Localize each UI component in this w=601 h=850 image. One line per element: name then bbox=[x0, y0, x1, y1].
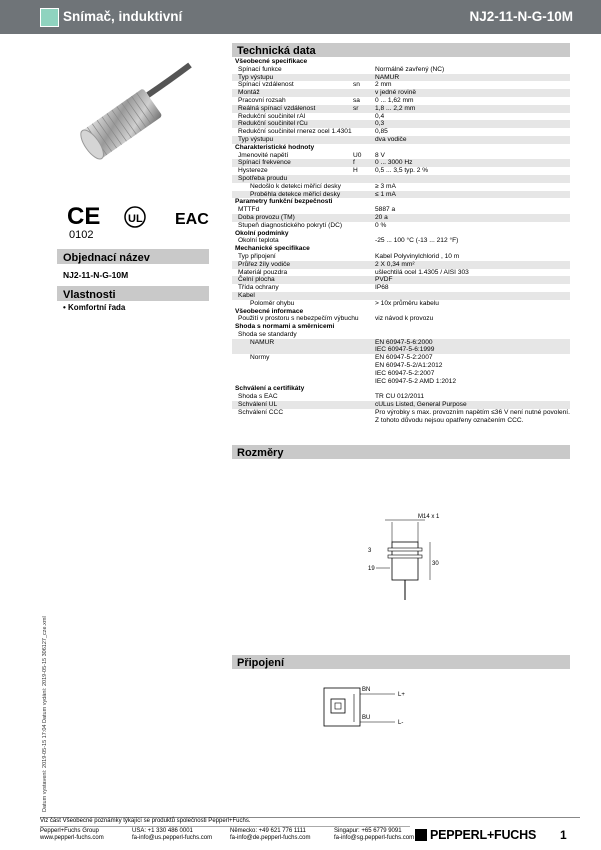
table-row bbox=[232, 300, 570, 308]
footer-singapore bbox=[334, 828, 414, 842]
param-value: IP68 bbox=[375, 284, 389, 292]
param-symbol: H bbox=[353, 167, 358, 175]
param-name: Doba provozu (TM) bbox=[238, 213, 295, 221]
table-section-header bbox=[232, 385, 570, 393]
param-name: Spínací funkce bbox=[238, 65, 282, 73]
table-row bbox=[232, 276, 570, 284]
table-row bbox=[232, 97, 570, 105]
connection-heading: Připojení bbox=[232, 655, 570, 669]
param-name: Montáž bbox=[238, 89, 260, 97]
table-row bbox=[232, 284, 570, 292]
section-title: Shoda s normami a směrnicemi bbox=[235, 323, 335, 331]
param-value: ušlechtilá ocel 1.4305 / AISI 303 bbox=[375, 268, 469, 276]
property-item: Komfortní řada bbox=[68, 303, 126, 312]
section-title: Schválení a certifikáty bbox=[235, 385, 305, 393]
param-value: dva vodiče bbox=[375, 135, 407, 143]
param-value: 2 X 0,34 mm² bbox=[375, 260, 415, 268]
bn-label: BN bbox=[362, 687, 371, 693]
param-name: Normy bbox=[250, 354, 270, 362]
table-section-header bbox=[232, 58, 570, 66]
section-title: Všeobecné specifikace bbox=[235, 58, 308, 65]
param-value: TR CU 012/2011 bbox=[375, 393, 424, 401]
logo-icon bbox=[415, 829, 427, 841]
table-row bbox=[232, 206, 570, 214]
footer-singapore-email[interactable]: fa-info@sg.pepperl-fuchs.com bbox=[334, 835, 415, 841]
section-title: Všeobecné informace bbox=[235, 307, 304, 315]
table-row bbox=[232, 167, 570, 175]
param-value: 0,4 bbox=[375, 112, 385, 120]
table-row bbox=[232, 89, 570, 97]
table-row bbox=[232, 269, 570, 277]
param-value-line: IEC 60947-5-6:1999 bbox=[375, 346, 435, 354]
certification-marks bbox=[65, 200, 215, 240]
param-value-line: Z tohoto důvodu nejsou opatřeny označením CCC. bbox=[375, 416, 524, 424]
param-value-line: IEC 60947-5-2 AMD 1:2012 bbox=[375, 377, 457, 385]
section-title: Mechanické specifikace bbox=[235, 245, 310, 253]
param-value: Normálně zavřený (NC) bbox=[375, 65, 445, 73]
table-row bbox=[232, 261, 570, 269]
connection-diagram bbox=[320, 682, 420, 732]
table-row bbox=[232, 409, 570, 425]
table-section-header bbox=[232, 144, 570, 152]
param-value: 0,85 bbox=[375, 128, 388, 136]
company-logo bbox=[415, 828, 536, 842]
param-value: 0 ... 1,62 mm bbox=[375, 96, 414, 104]
param-name: Typ připojení bbox=[238, 252, 276, 260]
footer-germany bbox=[230, 828, 310, 842]
param-name: Použití v prostoru s nebezpečím výbuchu bbox=[238, 315, 359, 323]
param-symbol: f bbox=[353, 159, 355, 167]
param-value-line: EN 60947-5-6:2000 bbox=[375, 338, 433, 346]
param-value: > 10x průměru kabelu bbox=[375, 299, 439, 307]
section-title: Parametry funkční bezpečnosti bbox=[235, 198, 333, 206]
table-row bbox=[232, 292, 570, 300]
param-value-line: Pro výrobky s max. provozním napětím ≤36 V není nutné povolení. bbox=[375, 408, 570, 416]
technical-data-heading: Technická data bbox=[232, 43, 570, 57]
param-name: Stupeň diagnostického pokrytí (DC) bbox=[238, 221, 343, 229]
product-code: NJ2-11-N-G-10M bbox=[469, 9, 573, 24]
ce-mark: CE bbox=[67, 203, 101, 230]
table-row bbox=[232, 81, 570, 89]
table-section-header bbox=[232, 245, 570, 253]
param-symbol: U0 bbox=[353, 151, 362, 159]
param-name: Spínací vzdálenost bbox=[238, 81, 294, 89]
param-value: 0 ... 3000 Hz bbox=[375, 159, 413, 167]
table-row bbox=[232, 136, 570, 144]
param-value: Kabel Polyvinylchlorid , 10 m bbox=[375, 252, 460, 260]
table-row bbox=[232, 393, 570, 401]
table-row bbox=[232, 331, 570, 339]
param-name: Shoda se standardy bbox=[238, 330, 297, 338]
properties-list: • Komfortní řada bbox=[63, 303, 126, 312]
param-name: Typ výstupu bbox=[238, 135, 274, 143]
bu-label: BU bbox=[362, 715, 371, 721]
param-value: NAMUR bbox=[375, 73, 400, 81]
footer-germany-email[interactable]: fa-info@de.pepperl-fuchs.com bbox=[230, 835, 311, 841]
plus-label: L+ bbox=[398, 692, 405, 698]
param-name: Třída ochrany bbox=[238, 284, 279, 292]
param-name: Pracovní rozsah bbox=[238, 96, 286, 104]
table-row bbox=[232, 401, 570, 409]
param-value: 2 mm bbox=[375, 81, 392, 89]
eac-mark: EAC bbox=[175, 211, 209, 228]
param-value: ≤ 1 mA bbox=[375, 190, 396, 198]
param-value: v jedné rovině bbox=[375, 89, 417, 97]
param-name: Jmenovité napětí bbox=[238, 151, 289, 159]
param-name: Poloměr ohybu bbox=[250, 299, 295, 307]
param-name: Reálná spínací vzdálenost bbox=[238, 104, 316, 112]
param-name: NAMUR bbox=[250, 338, 275, 346]
table-row bbox=[232, 74, 570, 82]
header-square-icon bbox=[40, 8, 59, 27]
param-name: Proběhla detekce měřicí desky bbox=[250, 190, 341, 198]
footer-germany-phone: Německo: +49 621 776 1111 bbox=[230, 828, 306, 834]
dimension-drawing bbox=[340, 510, 450, 605]
param-symbol: sn bbox=[353, 81, 360, 89]
param-value: 1,8 ... 2,2 mm bbox=[375, 104, 416, 112]
footer-company bbox=[40, 828, 104, 842]
param-name: Kabel bbox=[238, 291, 255, 299]
ce-number: 0102 bbox=[69, 229, 94, 240]
table-row bbox=[232, 354, 570, 385]
param-name: Hystereze bbox=[238, 167, 268, 175]
param-name: Typ výstupu bbox=[238, 73, 274, 81]
param-value: 0,5 ... 3,5 typ. 2 % bbox=[375, 167, 429, 175]
table-row bbox=[232, 120, 570, 128]
table-row bbox=[232, 339, 570, 355]
footer-usa-email[interactable]: fa-info@us.pepperl-fuchs.com bbox=[132, 835, 213, 841]
footer-company-web[interactable]: www.pepperl-fuchs.com bbox=[40, 835, 104, 841]
param-value-line: EN 60947-5-2/A1:2012 bbox=[375, 362, 443, 370]
param-value: 0,3 bbox=[375, 120, 385, 128]
logo-text: PEPPERL+FUCHS bbox=[430, 828, 537, 842]
table-row bbox=[232, 105, 570, 113]
table-row bbox=[232, 66, 570, 74]
minus-label: L- bbox=[398, 720, 404, 726]
table-row bbox=[232, 159, 570, 167]
footer-usa-phone: USA: +1 330 486 0001 bbox=[132, 828, 193, 834]
order-name-value: NJ2-11-N-G-10M bbox=[63, 270, 129, 280]
properties-heading: Vlastnosti bbox=[57, 286, 209, 301]
table-section-header bbox=[232, 323, 570, 331]
page-header bbox=[0, 0, 601, 34]
param-name: Materiál pouzdra bbox=[238, 268, 288, 276]
table-row bbox=[232, 128, 570, 136]
param-name: Shoda s EAC bbox=[238, 393, 278, 401]
section-title: Charakteristické hodnoty bbox=[235, 143, 315, 151]
thread-label: M14 x 1 bbox=[418, 514, 440, 520]
param-name: MTTFd bbox=[238, 206, 260, 214]
param-value: 20 a bbox=[375, 213, 388, 221]
dimensions-heading: Rozměry bbox=[232, 445, 570, 459]
param-name: Redukční součinitel rAl bbox=[238, 112, 306, 120]
length-label: 30 bbox=[432, 561, 439, 567]
table-section-header bbox=[232, 198, 570, 206]
table-row bbox=[232, 222, 570, 230]
dim-3-label: 3 bbox=[368, 548, 372, 554]
param-symbol: sr bbox=[353, 104, 359, 112]
param-value: ≥ 3 mA bbox=[375, 182, 396, 190]
footer-singapore-phone: Singapur: +65 6779 9091 bbox=[334, 828, 402, 834]
param-value: 0 % bbox=[375, 221, 387, 229]
table-section-header bbox=[232, 308, 570, 316]
page-number: 1 bbox=[560, 828, 567, 842]
footer-usa bbox=[132, 828, 212, 842]
table-row bbox=[232, 175, 570, 183]
footer-divider-2 bbox=[40, 826, 410, 827]
param-name: Spotřeba proudu bbox=[238, 174, 288, 182]
param-value: PVDF bbox=[375, 276, 393, 284]
table-row bbox=[232, 253, 570, 261]
table-row bbox=[232, 237, 570, 245]
table-row bbox=[232, 152, 570, 160]
param-name: Čelní plocha bbox=[238, 276, 275, 284]
table-row bbox=[232, 214, 570, 222]
param-name: Schválení CCC bbox=[238, 408, 284, 416]
dim-19-label: 19 bbox=[368, 566, 375, 572]
param-name: Redukční součinitel rnerez ocel 1.4301 bbox=[238, 128, 352, 136]
param-symbol: sa bbox=[353, 96, 360, 104]
table-row bbox=[232, 183, 570, 191]
table-row bbox=[232, 191, 570, 199]
param-name: Nedošlo k detekci měřicí desky bbox=[250, 182, 341, 190]
product-image bbox=[60, 60, 210, 185]
param-value: 5887 a bbox=[375, 206, 396, 214]
table-row bbox=[232, 113, 570, 121]
ul-mark: UL bbox=[128, 213, 143, 225]
param-name: Okolní teplota bbox=[238, 237, 279, 245]
param-value: cULus Listed, General Purpose bbox=[375, 401, 467, 409]
technical-data-table bbox=[232, 58, 570, 424]
param-name: Redukční součinitel rCu bbox=[238, 120, 308, 128]
section-title: Okolní podmínky bbox=[235, 229, 289, 237]
issue-date-vertical: Datum vystavení: 2019-05-15 17:04 Datum vydání: 2019-05-15 306127_cze.xml bbox=[42, 616, 48, 812]
param-name: Průřez žíly vodiče bbox=[238, 260, 291, 268]
param-value-line: IEC 60947-5-2:2007 bbox=[375, 369, 435, 377]
param-value: 8 V bbox=[375, 151, 385, 159]
param-value: -25 ... 100 °C (-13 ... 212 °F) bbox=[375, 237, 459, 245]
param-value-line: EN 60947-5-2:2007 bbox=[375, 354, 433, 362]
order-name-heading: Objednací název bbox=[57, 249, 209, 264]
page-title: Snímač, induktivní bbox=[63, 9, 183, 24]
footer-note: Viz část Všeobecné poznámky týkající se produktů společnosti Pepperl+Fuchs. bbox=[40, 818, 251, 824]
param-value: viz návod k provozu bbox=[375, 315, 434, 323]
param-name: Spínací frekvence bbox=[238, 159, 291, 167]
param-name: Schválení UL bbox=[238, 401, 278, 409]
footer-company-name: Pepperl+Fuchs Group bbox=[40, 828, 99, 834]
table-row bbox=[232, 315, 570, 323]
